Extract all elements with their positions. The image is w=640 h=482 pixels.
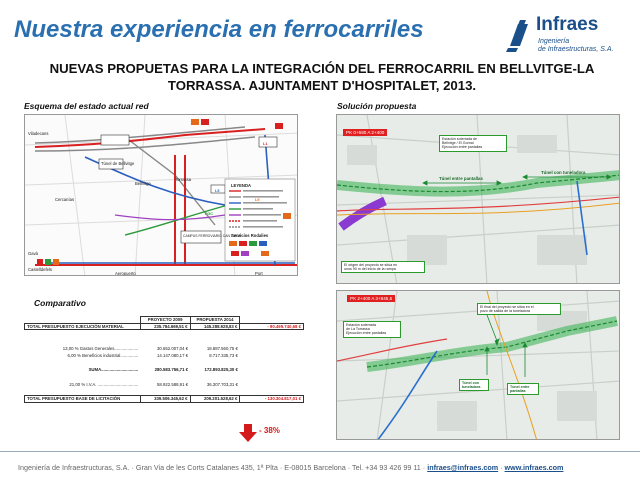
arrow-down-icon	[239, 424, 257, 442]
infraes-logo	[506, 14, 632, 58]
col-header-2009: PROYECTO 2009	[140, 317, 190, 324]
map-label-castelldefels: Castelldefels	[28, 267, 52, 272]
map-label-gava: Gavà	[28, 251, 39, 256]
row-pem-label: TOTAL PRESUPUESTO EJECUCIÓN MATERIAL	[25, 323, 141, 330]
map-label-l1: L1	[263, 142, 268, 146]
section-current-network: Esquema del estado actual red	[24, 101, 149, 111]
logo-sub-line-1: Ingeniería	[538, 38, 570, 45]
map-label-viladecans: Viladecans	[28, 131, 49, 136]
col-header-2014: PROPUESTA 2014	[190, 317, 240, 324]
map-label-airport: Aeropuerto	[115, 271, 136, 276]
map-legend-services: Servicios Rodalies	[231, 233, 269, 238]
map-legend-title: LEYENDA	[231, 183, 252, 188]
logo-name: Infraes	[536, 14, 599, 35]
map-label-campus: CAMPUS FERROVIARIO CAN TUNIS	[183, 234, 241, 238]
comparison-table	[24, 316, 304, 403]
footer-email-link[interactable]: infraes@infraes.com	[427, 463, 499, 472]
map-label-bellvitge: Bellvitge	[135, 181, 151, 186]
solution-map-top	[336, 114, 620, 284]
solution-top-origin-note	[341, 261, 425, 273]
map-label-fgc: FGC	[205, 212, 214, 216]
row-iva-2009: 58.922.588,91 €	[156, 381, 189, 387]
row-suma-label: SUMA...............................	[88, 367, 139, 373]
map-label-cercanias: Cercanías	[55, 197, 75, 202]
solution-bottom-tunnel-walls	[507, 383, 539, 395]
map-label-tunel: Túnel de Bellvitge	[101, 161, 135, 166]
row-pem-2009: 235.784.669,51 €	[140, 323, 190, 330]
solution-bottom-final-line-1: El final del proyecto se sitúa en el	[480, 305, 534, 309]
row-bi-2009: 14.147.080,17 €	[156, 352, 189, 358]
row-iva-2014: 36.307.703,31 €	[206, 381, 238, 387]
solution-bottom-tunnel-line-2: tuneladora	[462, 385, 481, 390]
project-subtitle: NUEVAS PROPUETAS PARA LA INTEGRACIÓN DEL FERROCARRIL EN BELLVITGE-LA TORRASSA. AJUNTAMENT D'HOSPITALET, 2013.	[49, 61, 595, 93]
footer-divider	[0, 451, 640, 452]
row-total	[25, 396, 304, 403]
solution-top-note-line-1: Estación soterrada de	[442, 137, 477, 141]
solution-top-pk-tag: PK 0+580 A 2+400	[343, 129, 387, 136]
solution-bottom-tunnel-line-1: Túnel con	[462, 381, 479, 385]
row-pem-diff: - 90.495.740,68 €	[240, 323, 304, 330]
solution-top-tunnel-walls: Túnel entre pantallas	[439, 176, 483, 181]
infraes-logo-icon	[506, 16, 534, 54]
footer-company: Ingeniería de Infraestructuras, S.A. · Gran Via de les Corts Catalanes 435, 1ª Plta · E-08015 Barcelona · Tel. +34 93 426 99 11 ·	[18, 463, 426, 472]
solution-bottom-tunnel-line-4: pantallas	[510, 389, 526, 394]
row-gg-label: 13,00 % Gastos Generales....................	[62, 346, 139, 352]
network-map	[24, 114, 298, 276]
map-label-port: Port	[255, 271, 263, 276]
row-bi-label: 6,00 % Beneficios industrial...............	[67, 352, 139, 358]
network-map-graphic	[25, 115, 298, 276]
row-iva-label: 21,00 % I.V.A. ..................................	[69, 381, 139, 387]
map-label-torrassa: Torrassa	[175, 177, 192, 182]
solution-top-tunnel-tbm: Túnel con tuneladora	[541, 170, 586, 175]
row-total-label: TOTAL PRESUPUESTO BASE DE LICITACIÓN	[25, 396, 141, 403]
saving-percentage: - 38%	[259, 426, 280, 435]
solution-top-origin-line-1: El origen del proyecto se sitúa en	[344, 263, 398, 267]
page-title: Nuestra experiencia en ferrocarriles	[14, 16, 424, 43]
solution-bottom-tunnel-tbm	[459, 379, 489, 391]
section-solution: Solución propuesta	[337, 101, 417, 111]
row-suma-2009: 280.583.756,71 €	[154, 367, 189, 373]
section-comparison: Comparativo	[34, 298, 86, 308]
map-label-l9: L9	[255, 198, 260, 202]
row-total-diff: - 130.304.817,01 €	[240, 396, 304, 403]
solution-top-note-line-3: Ejecución entre pantallas	[442, 145, 483, 150]
footer-web-link[interactable]: www.infraes.com	[504, 463, 564, 472]
row-total-2014: 209.201.528,62 €	[190, 396, 240, 403]
row-total-2009: 339.506.345,62 €	[140, 396, 190, 403]
map-label-l5: L5	[215, 189, 220, 193]
row-gg-2009: 30.652.007,04 €	[156, 346, 189, 352]
solution-top-station-note	[439, 135, 507, 152]
row-pem-2014: 145.288.928,83 €	[190, 323, 240, 330]
solution-top-note-line-2: Bellvitge / El Gornal	[442, 141, 474, 146]
solution-top-origin-line-2: unos 90 m del inicio de la rampa	[344, 267, 396, 272]
solution-bottom-tunnel-line-3: Túnel entre	[510, 385, 530, 389]
solution-bottom-final-note	[477, 303, 561, 315]
row-gg-2014: 18.887.560,75 €	[206, 346, 238, 352]
row-suma-2014: 172.893.825,30 €	[204, 367, 238, 373]
footer-separator: ·	[498, 463, 505, 472]
footer	[18, 463, 638, 472]
solution-bottom-note-line-3: Ejecución entre pantallas	[346, 331, 387, 336]
solution-bottom-final-line-2: pozo de salida de la tuneladora	[480, 309, 530, 314]
solution-bottom-pk-tag: PK 2+400 A 3+845,5	[347, 295, 395, 302]
logo-sub-line-2: de Infraestructuras, S.A.	[538, 46, 614, 53]
solution-bottom-note-line-1: Estación soterrada	[346, 323, 376, 327]
solution-map-bottom	[336, 290, 620, 440]
logo-subtitle	[538, 38, 613, 54]
row-bi-2014: 8.717.335,73 €	[209, 352, 238, 358]
solution-bottom-note-line-2: de La Torrassa	[346, 327, 370, 332]
solution-bottom-station-note	[343, 321, 401, 338]
